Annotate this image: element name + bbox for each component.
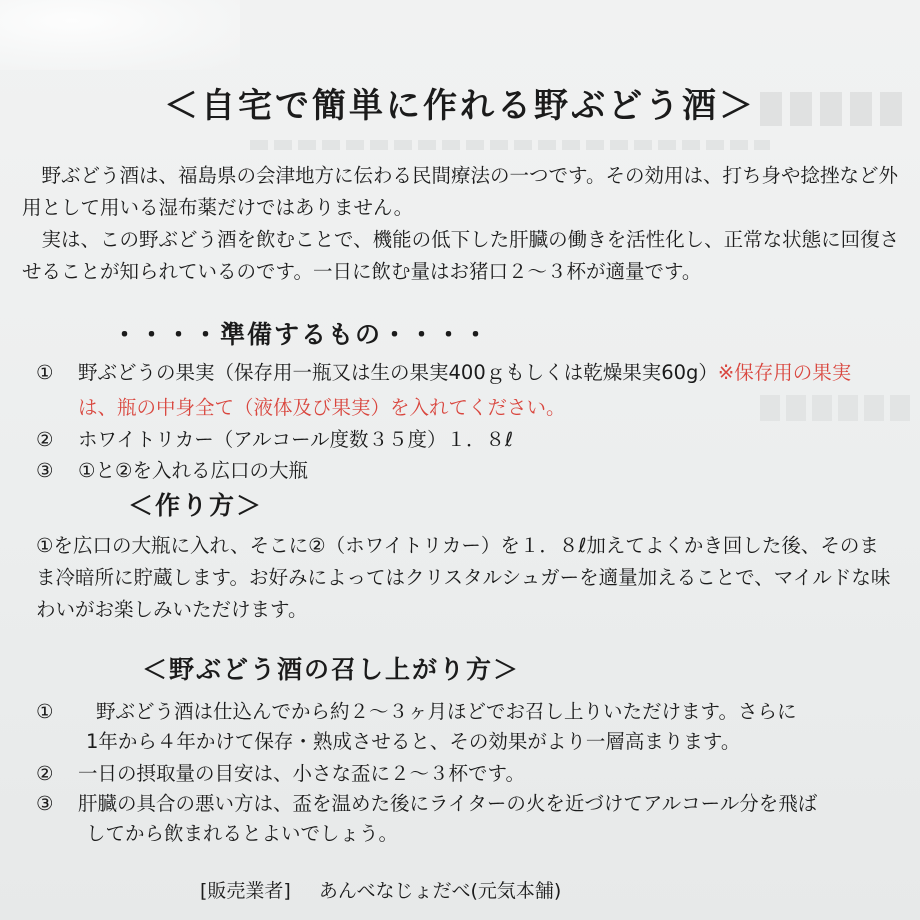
item-number: ① <box>36 361 54 384</box>
seller-name: あんべなじょだべ(元気本舗) <box>318 880 562 902</box>
seller-label: [販売業者] <box>200 880 291 902</box>
preparation-item-1 <box>36 358 851 388</box>
usage-item-3 <box>36 789 817 819</box>
preparation-heading: ・・・・準備するもの・・・・ <box>112 320 491 349</box>
preparation-item-2 <box>36 425 513 455</box>
intro <box>22 160 902 288</box>
method-paragraph: ①を広口の大瓶に入れ、そこに②（ホワイトリカー）を１．８ℓ加えてよくかき回した後、そのまま冷暗所に貯蔵します。お好みによってはクリスタルシュガーを適量加えることで、マイルドな味わいがお楽しみいただけます。 <box>36 534 891 621</box>
method-text <box>36 530 898 626</box>
seller-info <box>200 876 561 903</box>
storage-note: ※保存用の果実 <box>717 361 852 384</box>
item-text: 野ぶどう酒は仕込んでから約２～３ヶ月ほどでお召し上りいただけます。さらに <box>96 700 797 723</box>
show-through <box>760 395 910 421</box>
usage-heading: ＜野ぶどう酒の召し上がり方＞ <box>142 655 521 684</box>
usage-item-2 <box>36 759 525 789</box>
glare <box>0 0 240 70</box>
show-through <box>250 140 770 150</box>
item-text: 肝臓の具合の悪い方は、盃を温めた後にライターの火を近づけてアルコール分を飛ば <box>78 792 818 815</box>
item-text: 野ぶどうの果実（保存用一瓶又は生の果実400ｇもしくは乾燥果実60g） <box>78 361 718 384</box>
item-number: ③ <box>36 459 54 482</box>
intro-paragraph-2: 実は、この野ぶどう酒を飲むことで、機能の低下した肝臓の働きを活性化し、正常な状態に回復させることが知られているのです。一日に飲む量はお猪口２～３杯が適量です。 <box>22 228 900 283</box>
usage-item-1 <box>36 697 796 727</box>
item-text: 一日の摂取量の目安は、小さな盃に２～３杯です。 <box>78 762 525 785</box>
item-number: ② <box>36 428 54 451</box>
method-heading: ＜作り方＞ <box>128 491 264 520</box>
usage-item-1-continued: 1年から４年かけて保存・熟成させると、その効果がより一層高まります。 <box>86 730 741 753</box>
intro-paragraph-1: 野ぶどう酒は、福島県の会津地方に伝わる民間療法の一つです。その効用は、打ち身や捻挫など外用として用いる湿布薬だけではありません。 <box>22 164 898 219</box>
storage-note-continued: は、瓶の中身全て（液体及び果実）を入れてください。 <box>78 396 566 419</box>
item-number: ② <box>36 762 54 785</box>
page-title: ＜自宅で簡単に作れる野ぶどう酒＞ <box>164 86 756 126</box>
preparation-item-3 <box>36 456 308 486</box>
item-text: ①と②を入れる広口の大瓶 <box>78 459 308 482</box>
item-number: ① <box>36 700 54 723</box>
item-number: ③ <box>36 792 54 815</box>
item-text: ホワイトリカー（アルコール度数３５度）１．８ℓ <box>78 428 514 451</box>
usage-item-3-continued: してから飲まれるとよいでしょう。 <box>86 822 399 845</box>
